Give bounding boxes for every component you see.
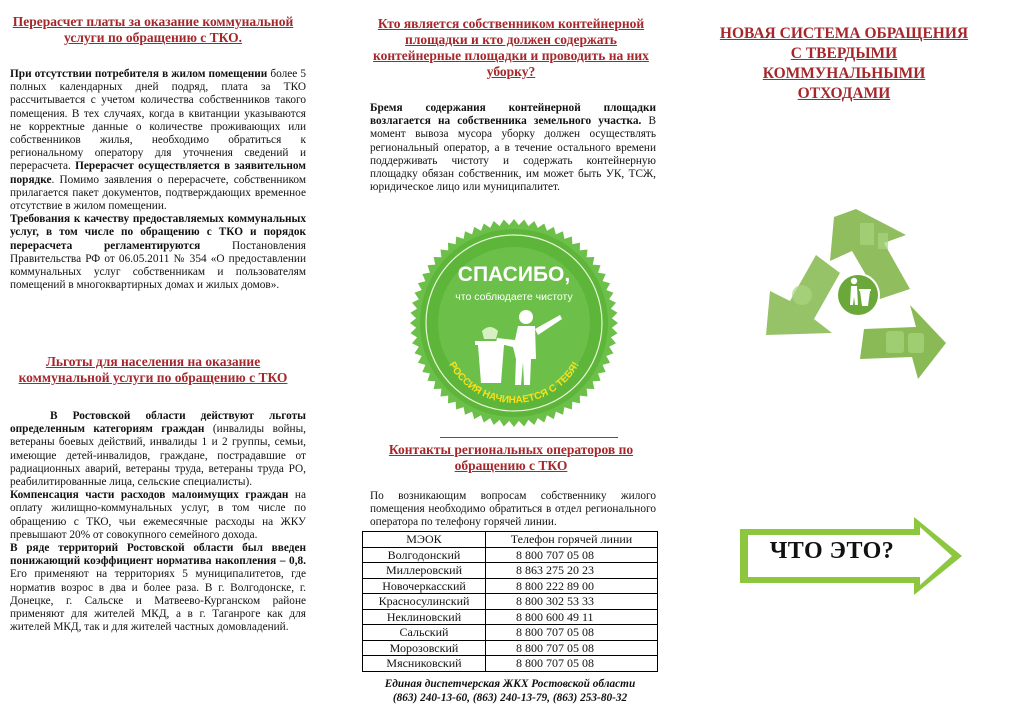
- table-cell-meok: Волгодонский: [363, 547, 486, 563]
- table-cell-phone: 8 800 707 05 08: [486, 625, 658, 641]
- table-cell-phone: 8 800 707 05 08: [486, 547, 658, 563]
- table-cell-phone: 8 863 275 20 23: [486, 563, 658, 579]
- operators-table: [362, 531, 658, 672]
- recalc-p1: более 5 полных календарных дней подряд, плата за ТКО рассчитывается с учетом количества собственников такого помещения. В тех случаях, когда в квитанции указываются не корректные данные о количестве проживающих или собственников жилья, необходимо обратиться к региональному оператору для уточнения сведений и перерасчета.: [10, 68, 306, 173]
- contacts-intro: По возникающим вопросам собственнику жилого помещения необходимо обратиться в отдел регионального оператора по телефону горячей линии.: [370, 490, 656, 529]
- title-line-3: КОММУНАЛЬНЫМИ: [762, 65, 926, 82]
- table-row: [363, 563, 658, 579]
- contacts-divider: [440, 437, 618, 438]
- table-cell-meok: Красносулинский: [363, 594, 486, 610]
- benefits-p1-bold: В Ростовской области действуют льготы определенным категориям граждан: [10, 410, 306, 436]
- contacts-heading: Контакты региональных операторов по обращению с ТКО: [388, 442, 634, 473]
- table-cell-meok: Мясниковский: [363, 656, 486, 672]
- recalc-p1-bold: При отсутствии потребителя в жилом помещении: [10, 68, 268, 80]
- benefits-heading: Льготы для населения на оказание коммунальной услуги по обращению с ТКО: [18, 354, 288, 385]
- table-row: [363, 625, 658, 641]
- thanks-badge: [408, 217, 620, 429]
- recycle-icon: [756, 203, 956, 381]
- table-cell-phone: 8 800 707 05 08: [486, 640, 658, 656]
- recalc-p1-bold2: Перерасчет осуществляется в заявительном порядке: [10, 160, 306, 186]
- table-cell-phone: 8 800 707 05 08: [486, 656, 658, 672]
- what-is-it-label: ЧТО ЭТО?: [769, 538, 895, 564]
- center-trash-icon: [836, 273, 880, 317]
- table-row: [363, 578, 658, 594]
- benefits-p2: на оплату жилищно-коммунальных услуг, в том числе по обращению с ТКО, чьи ежемесячные расходы на ЖКУ превышают 20% от совокупного семейного дохода.: [10, 489, 306, 541]
- recalc-p1-end: . Помимо заявления о перерасчете, собственником прилагается пакет документов, подтверждающих временное отсутствие в жилом помещении.: [10, 173, 306, 213]
- table-row: [363, 656, 658, 672]
- benefits-p1: (инвалиды войны, ветераны боевых действий, инвалиды 1 и 2 группы, семьи, имеющие детей-инвалидов, граждане, пострадавшие от радиационных аварий, ветераны труда, ветераны труда РО, реабилитированные лица, сельские специалисты).: [10, 423, 306, 489]
- badge-subtext: что соблюдаете чистоту: [455, 291, 573, 303]
- table-row: [363, 640, 658, 656]
- table-cell-phone: 8 800 600 49 11: [486, 609, 658, 625]
- table-row: [363, 547, 658, 563]
- title-line-4: ОТХОДАМИ: [797, 85, 891, 102]
- badge-thanks-text: СПАСИБО,: [457, 263, 571, 286]
- recalc-heading: Перерасчет платы за оказание коммунальной услуги по обращению с ТКО.: [12, 14, 294, 45]
- table-header-row: [363, 532, 658, 548]
- benefits-p3: Его применяют на территориях 5 муниципалитетов, где норматив возрос в два и более раза. В г. Волгодонске, г. Донецке, г. Сальске и Матвеево-Курганском районе применяют для жителей МКД, а в г. Таганроге как для жителей МКД, так и для жителей частных домовладений.: [10, 568, 306, 634]
- benefits-text: [10, 410, 306, 634]
- table-cell-meok: Миллеровский: [363, 563, 486, 579]
- owner-p1: В момент вывоза мусора уборку должен осуществлять региональный оператор, а в течение остального времени поддерживать чистоту и содержать контейнерную площадку обязан собственник, им может быть УК, ТСЖ, юридическое лицо или муниципалитет.: [370, 115, 657, 194]
- table-cell-meok: Неклиновский: [363, 609, 486, 625]
- dispatch-title: Единая диспетчерская ЖКХ Ростовской области: [384, 678, 636, 690]
- table-row: [363, 609, 658, 625]
- recalc-text: [10, 68, 306, 292]
- table-cell-meok: Морозовский: [363, 640, 486, 656]
- table-cell-phone: 8 800 302 53 33: [486, 594, 658, 610]
- table-cell-meok: Новочеркасский: [363, 578, 486, 594]
- title-line-2: С ТВЕРДЫМИ: [790, 45, 898, 62]
- benefits-p2-bold: Компенсация части расходов малоимущих граждан: [10, 489, 289, 502]
- owner-heading: Кто является собственником контейнерной площадки и кто должен содержать контейнерные площадки и проводить на них уборку?: [373, 16, 649, 79]
- dispatch-phones: (863) 240-13-60, (863) 240-13-79, (863) 253-80-32: [392, 692, 628, 704]
- table-cell-phone: 8 800 222 89 00: [486, 578, 658, 594]
- title-line-1: НОВАЯ СИСТЕМА ОБРАЩЕНИЯ: [719, 25, 969, 42]
- table-header-phone: Телефон горячей линии: [486, 532, 658, 548]
- owner-p1-bold: Бремя содержания контейнерной площадки возлагается на собственника земельного участка.: [370, 102, 656, 128]
- dispatch-info: [362, 677, 658, 705]
- badge-ring-text: РОССИЯ НАЧИНАЕТСЯ С ТЕБЯ!: [446, 360, 582, 407]
- brochure-title: [694, 24, 994, 104]
- table-cell-meok: Сальский: [363, 625, 486, 641]
- recalc-p2-bold: Требования к качеству предоставляемых коммунальных услуг, в том числе по обращению с ТКО и порядок перерасчета регламентируются: [10, 213, 306, 252]
- benefits-p3-bold: В ряде территорий Ростовской области был введен понижающий коэффициент норматива накопления – 0,8.: [10, 542, 306, 568]
- table-header-meok: МЭОК: [363, 532, 486, 548]
- owner-text: [370, 102, 656, 194]
- recalc-p2: Постановления Правительства РФ от 06.05.2011 № 354 «О предоставлении коммунальных услуг собственникам и пользователям помещений в многоквартирных домах и жилых домов».: [10, 239, 306, 292]
- table-row: [363, 594, 658, 610]
